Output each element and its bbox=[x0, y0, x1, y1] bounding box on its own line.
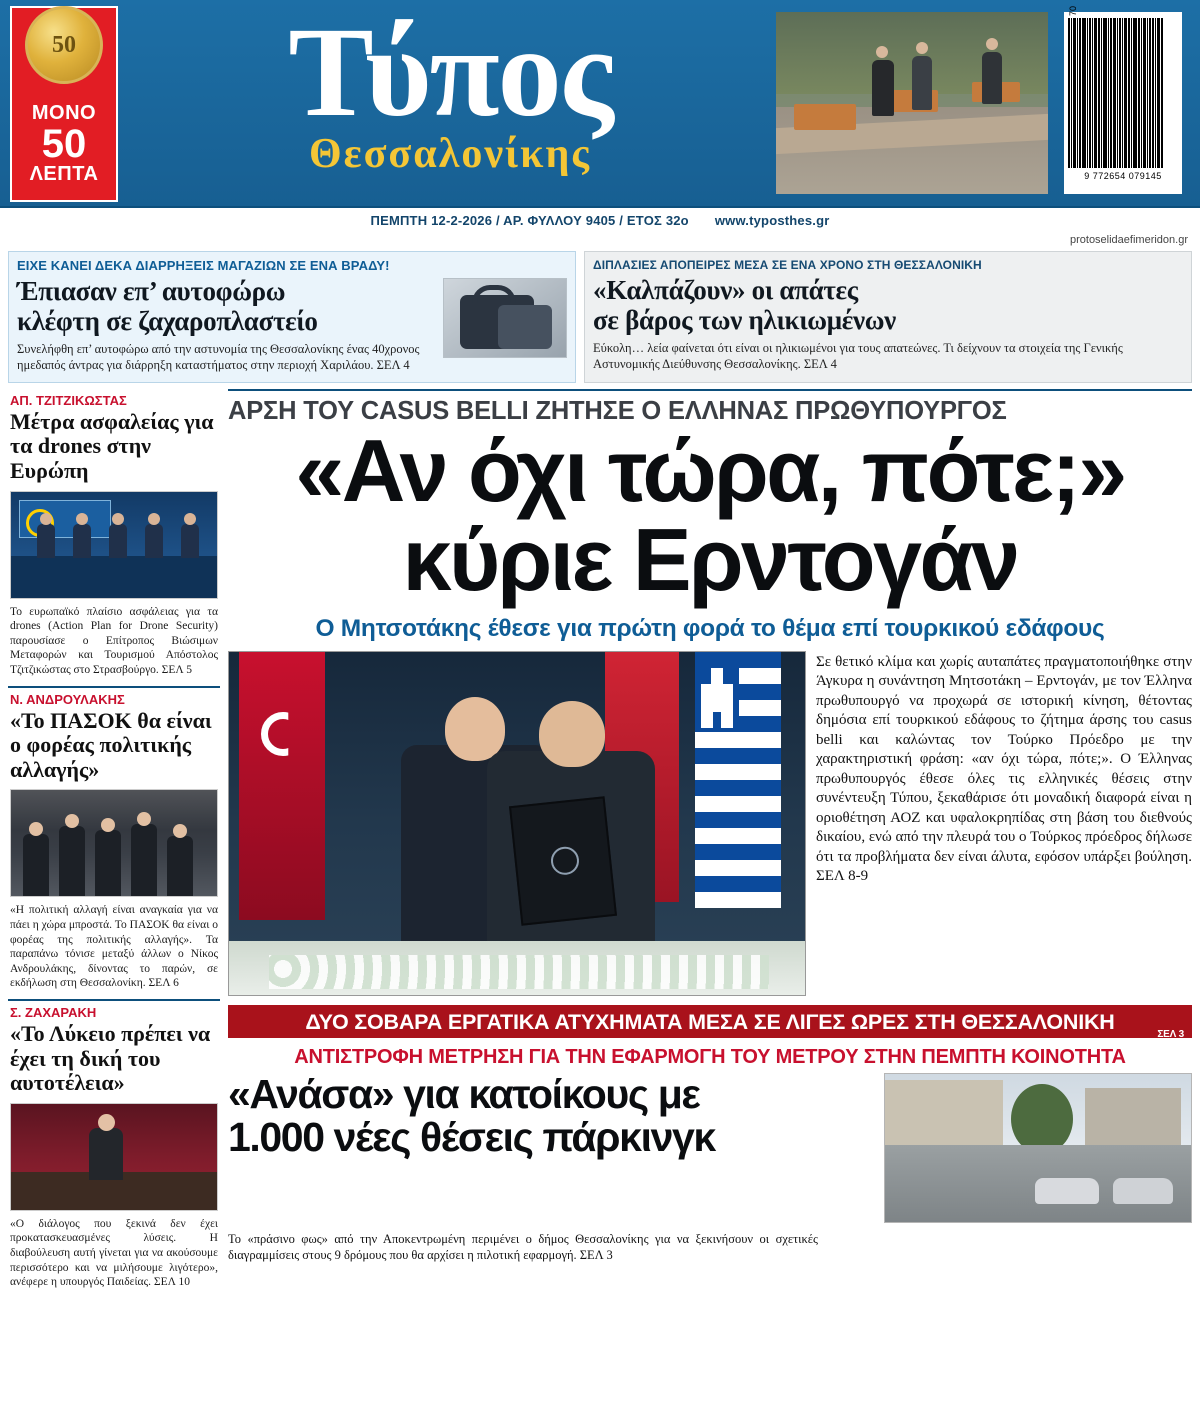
red-alert-text: ΔΥΟ ΣΟΒΑΡΑ ΕΡΓΑΤΙΚΑ ΑΤΥΧΗΜΑΤΑ ΜΕΣΑ ΣΕ ΛΙΓΕΣ ΩΡΕΣ ΣΤΗ ΘΕΣΣΑΛΟΝΙΚΗ bbox=[305, 1009, 1115, 1034]
website-url[interactable]: www.typosthes.gr bbox=[714, 212, 830, 228]
red-alert-bar[interactable] bbox=[228, 1005, 1192, 1038]
teaser-theft[interactable] bbox=[8, 251, 576, 383]
price-badge bbox=[10, 6, 118, 202]
zacharaki-photo bbox=[10, 1103, 218, 1211]
left-rail bbox=[8, 389, 220, 1298]
masthead bbox=[0, 0, 1200, 206]
main-content bbox=[0, 383, 1200, 1298]
logo-title: Τύπος bbox=[288, 1, 612, 143]
rail-title: «Το Λύκειο πρέπει να έχει τη δική του αυτοτέλεια» bbox=[10, 1021, 211, 1096]
lead-headline-line2: κύριε Ερντογάν bbox=[402, 509, 1018, 609]
price-unit: ΛΕΠΤΑ bbox=[29, 163, 99, 185]
teaser-title-line1: Έπιασαν επ’ αυτοφώρω bbox=[17, 276, 286, 306]
rail-kicker: Ν. ΑΝΔΡΟΥΛΑΚΗΣ bbox=[10, 691, 125, 707]
barcode-number: 9 772654 079145 bbox=[1084, 171, 1162, 181]
teaser-kicker: ΕΙΧΕ ΚΑΝΕΙ ΔΕΚΑ ΔΙΑΡΡΗΞΕΙΣ ΜΑΓΑΖΙΩΝ ΣΕ ΕΝΑ ΒΡΑΔΥ! bbox=[17, 258, 390, 273]
coin-value: 50 bbox=[52, 31, 76, 58]
teaser-title-line2: σε βάρος των ηλικιωμένων bbox=[593, 305, 896, 336]
rail-title: «Το ΠΑΣΟΚ θα είναι ο φορέας πολιτικής αλλαγής» bbox=[10, 707, 212, 782]
teaser-kicker: ΔΙΠΛΑΣΙΕΣ ΑΠΟΠΕΙΡΕΣ ΜΕΣΑ ΣΕ ΕΝΑ ΧΡΟΝΟ ΣΤΗ ΘΕΣΣΑΛΟΝΙΚΗ bbox=[593, 258, 982, 272]
barcode-bars bbox=[1068, 18, 1178, 168]
parking-street-photo bbox=[884, 1073, 1192, 1223]
red-alert-page: ΣΕΛ 3 bbox=[1157, 1028, 1184, 1040]
teaser-fraud[interactable] bbox=[584, 251, 1192, 383]
rail-item-pasok[interactable] bbox=[8, 686, 220, 999]
rail-kicker: Σ. ΖΑΧΑΡΑΚΗ bbox=[10, 1005, 97, 1020]
issue-info-strip bbox=[0, 206, 1200, 232]
teaser-title-line1: «Καλπάζουν» οι απάτες bbox=[593, 275, 858, 305]
eu-parliament-photo bbox=[10, 491, 218, 599]
logo-subtitle: Θεσσαλονίκης bbox=[308, 131, 592, 177]
bottom-kicker: ΑΝΤΙΣΤΡΟΦΗ ΜΕΤΡΗΣΗ ΓΙΑ ΤΗΝ ΕΦΑΡΜΟΓΗ ΤΟΥ ΜΕΤΡΟΥ ΣΤΗΝ ΠΕΜΠΤΗ ΚΟΙΝΟΤΗΤΑ bbox=[294, 1045, 1126, 1068]
rail-item-drones[interactable] bbox=[8, 389, 220, 686]
rail-text: Το ευρωπαϊκό πλαίσιο ασφάλειας για τα drones (Action Plan for Drone Security) παρουσίασε ο Επίτροπος Βιώσιμων Μεταφορών και Τουρισμού Απόστολος Τζιτζικώστας στο Στρασβούργο. ΣΕΛ 5 bbox=[10, 605, 218, 676]
lead-subhead: Ο Μητσοτάκης έθεσε για πρώτη φορά το θέμα επί τουρκικού εδάφους bbox=[315, 614, 1105, 642]
bottom-story[interactable] bbox=[228, 1070, 874, 1223]
rail-kicker: ΑΠ. ΤΖΙΤΖΙΚΩΣΤΑΣ bbox=[10, 392, 127, 408]
androulakis-photo bbox=[10, 789, 218, 897]
teaser-body: Συνελήφθη επ’ αυτοφώρω από την αστυνομία της Θεσσαλονίκης ένας 40χρονος ημεδαπός άντρας για διάρρηξη καταστήματος στην περιοχή Χαριλάου. ΣΕΛ 4 bbox=[17, 342, 420, 373]
issue-info: ΠΕΜΠΤΗ 12-2-2026 / ΑΡ. ΦΥΛΛΟΥ 9405 / ΕΤΟΣ 32ο bbox=[370, 212, 689, 228]
price-number: 50 bbox=[41, 122, 87, 166]
rail-text: «Ο διάλογος που ξεκινά δεν έχει προκατασκευασμένες λύσεις. Η διαβούλευση αυτή γίνεται για να ακούσουμε περισσότερο και να μιλήσουμε λιγότερο», ανέφερε η υπουργός Παιδείας. ΣΕΛ 10 bbox=[10, 1217, 218, 1289]
source-watermark: protoselidaefimeridon.gr bbox=[1069, 234, 1188, 246]
rail-text: «Η πολιτική αλλαγή είναι αναγκαία για να πάει η χώρα μπροστά. Το ΠΑΣΟΚ θα είναι ο φορέας της πολιτικής αλλαγής». Τα παραπάνω τόνισε μεταξύ άλλων ο Νίκος Ανδρουλάκης, δίνοντας το παρών, σε εκδήλωση στη Θεσσαλονίκη. ΣΕΛ 6 bbox=[10, 904, 218, 990]
rail-title: Μέτρα ασφαλείας για τα drones στην Ευρώπη bbox=[10, 408, 214, 483]
masthead-photo bbox=[776, 12, 1048, 194]
price-mono-label: ΜΟΝΟ bbox=[31, 102, 97, 124]
bottom-body: Το «πράσινο φως» από την Αποκεντρωμένη περιμένει ο δήμος Θεσσαλονίκης για να ξεκινήσουν οι σχετικές διαγραμμίσεις στους 9 δρόμους που θα αρχίσει η πιλοτική εφαρμογή. ΣΕΛ 3 bbox=[228, 1231, 818, 1263]
teaser-photo-bags bbox=[443, 278, 567, 358]
bottom-headline-line1: «Ανάσα» για κατοίκους με bbox=[228, 1070, 700, 1117]
teaser-body: Εύκολη… λεία φαίνεται ότι είναι οι ηλικιωμένοι για τους απατεώνες. Τι δείχνουν τα στοιχεία της Γενικής Αστυνομικής Διεύθυνσης Θεσσαλονίκης. ΣΕΛ 4 bbox=[593, 341, 1123, 372]
rail-item-lyceum[interactable] bbox=[8, 999, 220, 1298]
barcode bbox=[1064, 5, 1182, 194]
bottom-headline-line2: 1.000 νέες θέσεις πάρκινγκ bbox=[228, 1114, 715, 1161]
lead-photo-handshake bbox=[228, 651, 806, 996]
coin-icon bbox=[25, 6, 103, 84]
top-teasers bbox=[0, 247, 1200, 383]
barcode-top-number: 70 bbox=[1068, 5, 1078, 16]
lead-story bbox=[228, 389, 1192, 1298]
lead-body: Σε θετικό κλίμα και χωρίς αυταπάτες πραγματοποιήθηκε στην Άγκυρα η συνάντηση Μητσοτάκη – Ερντογάν, με τον Έλληνα πρωθυπουργό να προχωρά σε ιστορική κίνηση, θέτοντας δημόσια επί τουρκικού εδάφους το ζήτημα άρσης του casus belli και καλώντας τον Τούρκο Πρόεδρο με την χαρακτηριστική φράση: «αν όχι τώρα, πότε;». Ο Έλληνας πρωθυπουργός έθεσε όλες τις ελληνικές θέσεις στην συνέντευξη Τύπου, ξεκαθάρισε ότι μοναδική διαφορά είναι η οριοθέτηση ΑΟΖ και υφαλοκρηπίδας στη βάση του διεθνούς δικαίου, ενώ από την πλευρά του ο Τούρκος πρόεδρος δήλωσε ότι τα προβλήματα δεν είναι άλυτα, εφόσον υπάρξει βούληση. ΣΕΛ 8-9 bbox=[816, 653, 1192, 885]
lead-overline: ΑΡΣΗ ΤΟΥ CASUS BELLI ΖΗΤΗΣΕ Ο ΕΛΛΗΝΑΣ ΠΡΩΘΥΠΟΥΡΓΟΣ bbox=[228, 389, 1192, 425]
logo bbox=[150, 1, 750, 178]
teaser-title-line2: κλέφτη σε ζαχαροπλαστείο bbox=[17, 306, 318, 337]
lead-headline-line1: «Αν όχι τώρα, πότε;» bbox=[295, 420, 1125, 520]
